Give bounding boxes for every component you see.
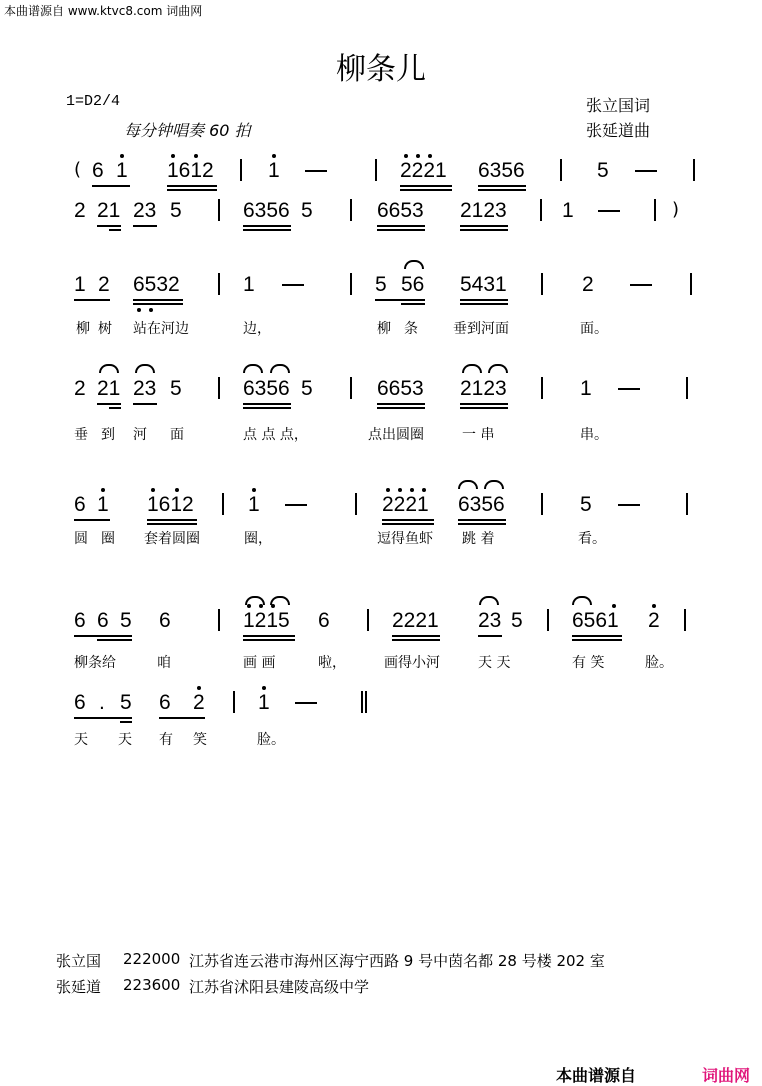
lyric: 柳 — [76, 321, 90, 337]
underline — [159, 717, 205, 719]
high-dot — [252, 488, 256, 492]
note: 5 — [301, 377, 313, 400]
note-group: 2221 — [382, 493, 429, 516]
footer-zip-2: 223600 — [123, 976, 181, 994]
high-dot — [416, 154, 420, 158]
dot-extension: . — [99, 691, 105, 714]
slur — [572, 596, 592, 605]
note-group: 56 — [401, 273, 425, 296]
underline — [478, 635, 502, 637]
underline — [478, 189, 526, 191]
note: 1 — [268, 159, 280, 182]
high-dot — [120, 154, 124, 158]
note-group: 21 — [97, 199, 121, 222]
underline — [243, 229, 291, 231]
lyric: 天 — [74, 732, 88, 748]
underline — [460, 225, 508, 227]
note: 6 — [159, 609, 171, 632]
underline — [97, 639, 132, 641]
barline — [540, 199, 542, 221]
open-paren: ( — [74, 159, 82, 180]
lyrics-line-7 — [0, 729, 762, 749]
underline — [167, 185, 217, 187]
underline — [133, 299, 183, 301]
barline — [240, 159, 242, 181]
lyric: 逗得鱼虾 — [377, 531, 433, 547]
lyric: 天 天 — [478, 655, 511, 671]
lyric: 柳 — [377, 321, 391, 337]
barline — [686, 377, 688, 399]
underline — [382, 523, 434, 525]
underline — [400, 185, 452, 187]
high-dot — [404, 154, 408, 158]
brand-site-link[interactable]: 词曲网 — [702, 1066, 751, 1085]
underline — [392, 639, 440, 641]
note: 2 — [74, 377, 86, 400]
slur — [458, 480, 478, 489]
lyric: 树 — [98, 321, 112, 337]
barline — [654, 199, 656, 221]
brand-text: 本曲谱源自 — [556, 1066, 637, 1085]
lyric: 边， — [243, 321, 271, 337]
underline — [377, 403, 425, 405]
lyric: 圈 — [101, 531, 115, 547]
lyric: 圈， — [244, 531, 272, 547]
note: 2 — [74, 199, 86, 222]
lyric: 笑 — [193, 732, 207, 748]
low-dot — [137, 308, 141, 312]
barline — [350, 199, 352, 221]
underline — [377, 229, 425, 231]
lyric: 垂到河面 — [453, 321, 509, 337]
note: 5 — [301, 199, 313, 222]
slur — [270, 364, 290, 373]
dash — [295, 702, 317, 704]
high-dot — [652, 604, 656, 608]
score-row-6 — [0, 608, 762, 648]
underline — [109, 407, 121, 409]
high-dot — [386, 488, 390, 492]
note: 1 — [248, 493, 260, 516]
underline — [401, 303, 425, 305]
note-group: 2123 — [460, 377, 507, 400]
underline — [460, 299, 508, 301]
dash — [282, 284, 304, 286]
underline — [392, 635, 440, 637]
note: 1 — [562, 199, 574, 222]
lyric: 有 — [159, 732, 173, 748]
underline — [74, 299, 110, 301]
underline — [377, 225, 425, 227]
slur — [484, 480, 504, 489]
underline — [133, 403, 157, 405]
note: 5 — [580, 493, 592, 516]
source-line: 本曲谱源自 www.ktvc8.com 词曲网 — [4, 4, 203, 18]
footer-address-2: 江苏省沭阳县建陵高级中学 — [189, 978, 370, 996]
score-row-3 — [0, 272, 762, 312]
high-dot — [410, 488, 414, 492]
barline — [547, 609, 549, 631]
lyric: 看。 — [578, 531, 606, 547]
lyric: 条 — [404, 321, 418, 337]
dash — [598, 210, 620, 212]
underline — [458, 523, 506, 525]
note: 6 — [74, 609, 86, 632]
note: 2 — [582, 273, 594, 296]
slur — [243, 364, 263, 373]
high-dot — [398, 488, 402, 492]
high-dot — [262, 686, 266, 690]
note: 2 — [648, 609, 660, 632]
high-dot — [259, 604, 263, 608]
lyric: 到 — [101, 427, 115, 443]
slur — [462, 364, 482, 373]
note: 1 — [243, 273, 255, 296]
underline — [400, 189, 452, 191]
note: 6 — [159, 691, 171, 714]
underline — [460, 229, 508, 231]
underline — [74, 519, 110, 521]
score-row-7 — [0, 690, 762, 730]
lyric: 串。 — [580, 427, 608, 443]
note-group: 6653 — [377, 199, 424, 222]
note-group: 1612 — [167, 159, 214, 182]
barline — [218, 273, 220, 295]
slur — [135, 364, 155, 373]
note: 1 — [258, 691, 270, 714]
underline — [74, 717, 132, 719]
underline — [572, 639, 622, 641]
underline — [243, 639, 295, 641]
lyric: 有 笑 — [572, 655, 605, 671]
note: 1 — [116, 159, 128, 182]
note: 5 — [597, 159, 609, 182]
score-row-5 — [0, 492, 762, 532]
barline — [693, 159, 695, 181]
lyric: 一 串 — [462, 427, 495, 443]
lyric: 脸。 — [645, 655, 673, 671]
note: 5 — [120, 609, 132, 632]
underline — [147, 523, 197, 525]
high-dot — [422, 488, 426, 492]
barline — [367, 609, 369, 631]
barline — [684, 609, 686, 631]
barline — [233, 691, 235, 713]
dash — [618, 388, 640, 390]
underline — [109, 229, 121, 231]
underline — [120, 721, 132, 723]
lyric: 点出圆圈 — [368, 427, 424, 443]
note: 2 — [98, 273, 110, 296]
dash — [285, 504, 307, 506]
note: 1 — [97, 493, 109, 516]
lyrics-line-3 — [0, 318, 762, 338]
note-group: 6356 — [243, 377, 290, 400]
close-paren: ) — [672, 199, 680, 220]
note-group: 23 — [133, 199, 157, 222]
lyric: 套着圆圈 — [144, 531, 200, 547]
barline — [222, 493, 224, 515]
note-group: 23 — [478, 609, 502, 632]
note-group: 5431 — [460, 273, 507, 296]
note-group: 2221 — [400, 159, 447, 182]
high-dot — [247, 604, 251, 608]
underline — [243, 225, 291, 227]
note: 1 — [580, 377, 592, 400]
footer-address-1: 江苏省连云港市海州区海宁西路 9 号中茵名都 28 号楼 202 室 — [189, 952, 605, 970]
barline — [690, 273, 692, 295]
underline — [460, 403, 508, 405]
final-barline — [361, 691, 367, 713]
high-dot — [151, 488, 155, 492]
note-group: 6356 — [458, 493, 505, 516]
lyrics-line-6 — [0, 652, 762, 672]
lyric: 天 — [118, 732, 132, 748]
footer-name-2: 张延道 — [56, 978, 102, 996]
song-title: 柳条儿 — [336, 52, 426, 87]
underline — [382, 519, 434, 521]
note: 6 — [97, 609, 109, 632]
footer-zip-1: 222000 — [123, 950, 181, 968]
note-group: 6356 — [478, 159, 525, 182]
note: 1 — [74, 273, 86, 296]
dash — [305, 170, 327, 172]
barline — [350, 273, 352, 295]
score-row-2 — [0, 198, 762, 238]
lyrics-line-5 — [0, 528, 762, 548]
key-signature: 1=D2/4 — [66, 93, 121, 110]
slur — [488, 364, 508, 373]
lyric: 垂 — [74, 427, 88, 443]
lyric: 河 — [133, 427, 147, 443]
underline — [375, 299, 425, 301]
lyric: 啦， — [318, 655, 346, 671]
high-dot — [428, 154, 432, 158]
underline — [460, 407, 508, 409]
high-dot — [612, 604, 616, 608]
slur — [99, 364, 119, 373]
high-dot — [194, 154, 198, 158]
barline — [560, 159, 562, 181]
note-group: 2221 — [392, 609, 439, 632]
lyrics-line-4 — [0, 424, 762, 444]
barline — [541, 493, 543, 515]
lyric: 咱 — [157, 655, 171, 671]
dash — [635, 170, 657, 172]
note: 5 — [120, 691, 132, 714]
underline — [97, 225, 121, 227]
lyricist-credit: 张立国词 — [586, 96, 651, 115]
underline — [243, 407, 291, 409]
note-group: 6532 — [133, 273, 180, 296]
note-group: 1612 — [147, 493, 194, 516]
barline — [541, 377, 543, 399]
note-group: 6653 — [377, 377, 424, 400]
tempo-marking: 每分钟唱奏 60 拍 — [124, 121, 251, 140]
underline — [74, 635, 132, 637]
note-group: 21 — [97, 377, 121, 400]
lyric: 点 点 点， — [243, 427, 308, 443]
note-group: 6356 — [243, 199, 290, 222]
slur — [404, 260, 424, 269]
high-dot — [272, 154, 276, 158]
note: 2 — [193, 691, 205, 714]
dash — [618, 504, 640, 506]
underline — [92, 185, 130, 187]
underline — [133, 303, 183, 305]
note: 6 — [74, 493, 86, 516]
low-dot — [149, 308, 153, 312]
lyric: 面 — [170, 427, 184, 443]
underline — [147, 519, 197, 521]
underline — [572, 635, 622, 637]
lyric: 脸。 — [257, 732, 285, 748]
barline — [218, 609, 220, 631]
note: 5 — [375, 273, 387, 296]
lyric: 面。 — [580, 321, 608, 337]
underline — [458, 519, 506, 521]
lyric: 跳 着 — [462, 531, 495, 547]
score-row-4 — [0, 376, 762, 416]
high-dot — [101, 488, 105, 492]
barline — [375, 159, 377, 181]
footer-name-1: 张立国 — [56, 952, 102, 970]
barline — [686, 493, 688, 515]
note-group: 2123 — [460, 199, 507, 222]
underline — [167, 189, 217, 191]
barline — [218, 377, 220, 399]
high-dot — [175, 488, 179, 492]
note: 6 — [92, 159, 104, 182]
underline — [97, 403, 121, 405]
note-group: 23 — [133, 377, 157, 400]
note: 5 — [170, 199, 182, 222]
underline — [377, 407, 425, 409]
lyric: 圆 — [74, 531, 88, 547]
dash — [630, 284, 652, 286]
barline — [350, 377, 352, 399]
underline — [243, 403, 291, 405]
note: 5 — [170, 377, 182, 400]
lyric: 画 画 — [243, 655, 276, 671]
note: 6 — [318, 609, 330, 632]
lyric: 画得小河 — [384, 655, 440, 671]
note-group: 1215 — [243, 609, 290, 632]
underline — [478, 185, 526, 187]
score-row-1 — [0, 158, 762, 198]
slur — [479, 596, 499, 605]
high-dot — [271, 604, 275, 608]
high-dot — [197, 686, 201, 690]
lyric: 柳条给 — [74, 655, 116, 671]
high-dot — [171, 154, 175, 158]
note: 6 — [74, 691, 86, 714]
lyric: 站在河边 — [133, 321, 189, 337]
barline — [355, 493, 357, 515]
underline — [133, 225, 157, 227]
barline — [541, 273, 543, 295]
barline — [218, 199, 220, 221]
note-group: 6561 — [572, 609, 619, 632]
underline — [460, 303, 508, 305]
note: 5 — [511, 609, 523, 632]
underline — [243, 635, 295, 637]
composer-credit: 张延道曲 — [586, 121, 651, 140]
